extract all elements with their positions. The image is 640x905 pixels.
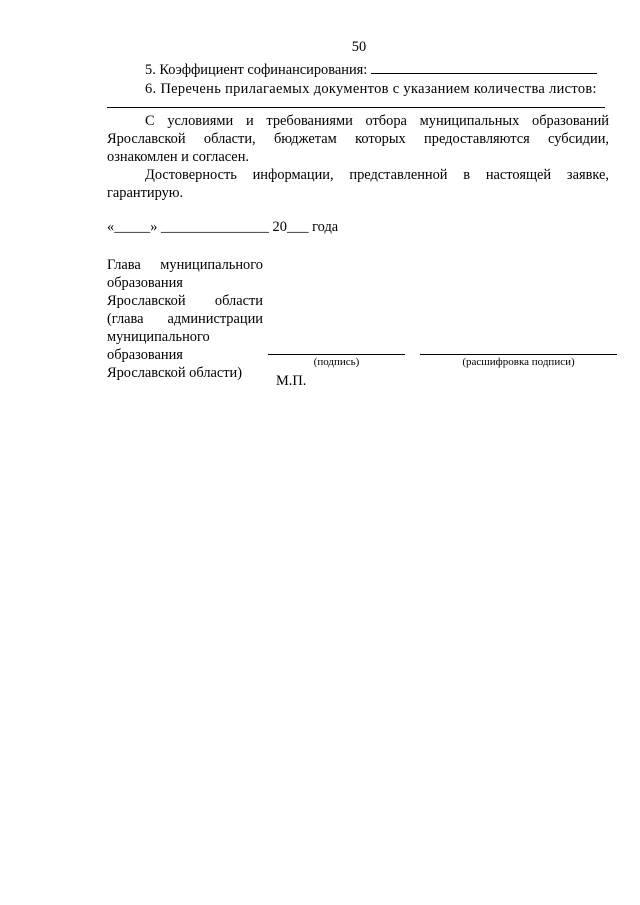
date-month-field[interactable]: _______________ — [161, 219, 269, 235]
date-year-prefix: 20 — [272, 219, 287, 235]
documents-list-field[interactable] — [107, 107, 605, 108]
date-open-quote: « — [107, 219, 115, 235]
item-6-label: 6. Перечень прилагаемых документов с указанием количества листов: — [145, 81, 597, 97]
reliability-text: Достоверность информации, представленной в настоящей заявке, гарантирую. — [107, 167, 609, 201]
item-5-line — [145, 61, 597, 79]
date-close-quote: » — [150, 219, 158, 235]
signature-decoding-field[interactable] — [420, 354, 617, 355]
page-number: 50 — [351, 39, 367, 55]
date-year-field[interactable]: ___ — [286, 219, 309, 235]
signatory-title: Глава муниципального образования Ярославской области (глава администрации муниципального образования Ярославской области) — [107, 257, 263, 381]
item-5-label: 5. Коэффициент софинансирования: — [145, 62, 371, 78]
cofinancing-field[interactable] — [371, 61, 597, 74]
conditions-paragraph — [107, 112, 609, 166]
date-day-field[interactable]: _____ — [114, 219, 151, 235]
item-6-line — [145, 80, 597, 98]
conditions-text: С условиями и требованиями отбора муниципальных образований Ярославской области, бюджетам которых предоставляются субсидии, ознакомлен и согласен. — [107, 113, 609, 165]
date-line — [107, 218, 338, 236]
reliability-paragraph — [107, 166, 609, 202]
seal-label: М.П. — [276, 373, 307, 389]
signature-decoding-caption: (расшифровка подписи) — [462, 356, 575, 368]
signature-caption: (подпись) — [313, 356, 360, 368]
signature-field[interactable] — [268, 354, 405, 355]
date-suffix: года — [312, 219, 339, 235]
